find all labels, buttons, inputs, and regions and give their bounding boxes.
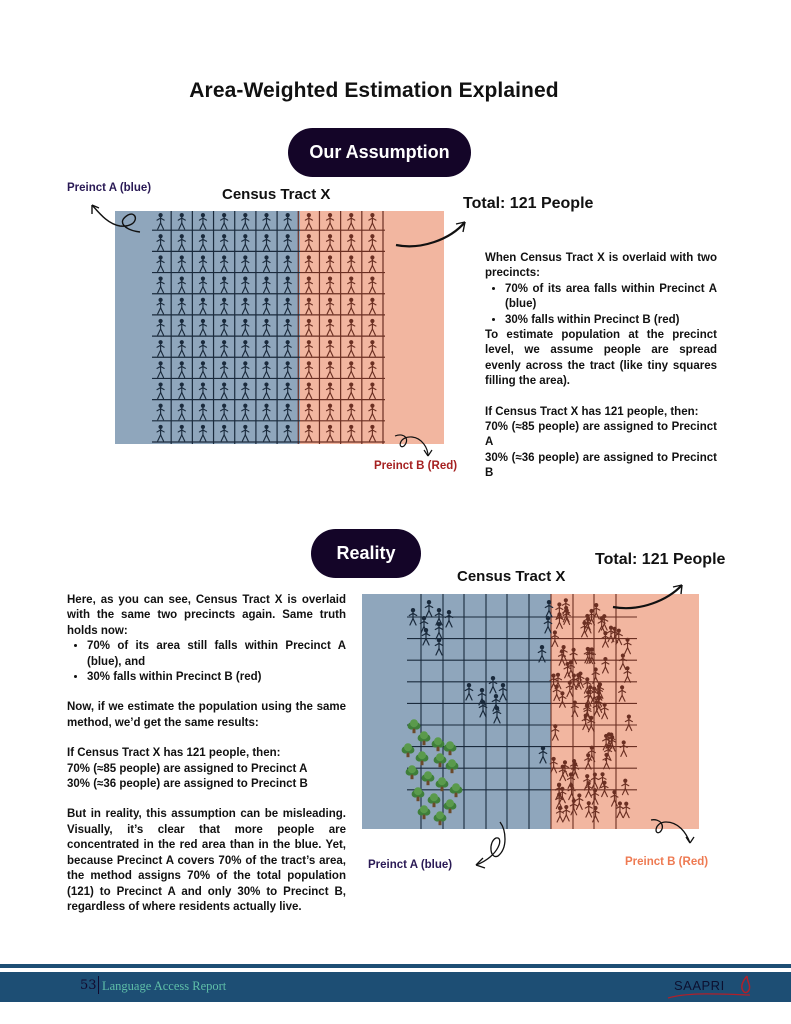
page-title: Area-Weighted Estimation Explained [189, 79, 559, 102]
precinct-b-label: Preinct B (Red) [625, 856, 709, 868]
bullet-item: • 30% falls within Precinct B (red) [87, 670, 346, 685]
reality-conclusion: But in reality, this assumption can be misleading. Visually, it’s clear that more people are concentrated in the red area than in the blue. Yet, because Precinct A covers 70% of the tract’s area, the method assigns 70% of the total population (121) to Precinct A and only 30% to Precinct B, regardless of where residents actually live. [67, 808, 346, 913]
reality-intro: Here, as you can see, Census Tract X is overlaid with the same two precincts again. Same truth holds now: [67, 594, 346, 637]
assumption-intro: When Census Tract X is overlaid with two precincts: [485, 252, 717, 280]
precinct-a-label: Preinct A (blue) [368, 859, 453, 871]
logo-text: SAAPRI [674, 978, 725, 993]
reality-result-b: 30% (≈36 people) are assigned to Precinct B [67, 778, 308, 791]
total-people-label: Total: 121 People [463, 195, 594, 212]
assumption-pill: Our Assumption [288, 128, 471, 177]
total-people-label: Total: 121 People [595, 551, 726, 568]
bullet-item: • 30% falls within Precinct B (red) [505, 313, 717, 328]
footer-rule [0, 964, 791, 968]
bullet-item: • 70% of its area still falls within Precinct A (blue), and [87, 639, 346, 670]
reality-result-a: 70% (≈85 people) are assigned to Precinct A [67, 762, 308, 775]
saapri-logo [674, 978, 725, 993]
assumption-result-intro: If Census Tract X has 121 people, then: [485, 405, 699, 418]
bullet-item: • 70% of its area falls within Precinct A (blue) [505, 282, 717, 313]
page-number: 53 [80, 978, 97, 993]
precinct-b-label: Preinct B (Red) [374, 460, 458, 472]
assumption-result-b: 30% (≈36 people) are assigned to Precinct B [485, 451, 717, 480]
logo-swoosh-icon [668, 992, 752, 1000]
reality-method: Now, if we estimate the population using the same method, we’d get the same results: [67, 701, 346, 729]
footer-separator [98, 976, 99, 994]
reality-pill: Reality [311, 529, 421, 578]
reality-result-intro: If Census Tract X has 121 people, then: [67, 747, 281, 760]
tract-title: Census Tract X [457, 568, 566, 585]
assumption-result-a: 70% (≈85 people) are assigned to Precinct A [485, 421, 717, 449]
assumption-explanation: To estimate population at the precinct level, we assume people are spread evenly across the tract (like tiny squares filling the area). [485, 329, 717, 388]
tract-title: Census Tract X [222, 186, 331, 203]
report-title: Language Access Report [102, 979, 227, 993]
precinct-a-label: Preinct A (blue) [67, 182, 152, 194]
